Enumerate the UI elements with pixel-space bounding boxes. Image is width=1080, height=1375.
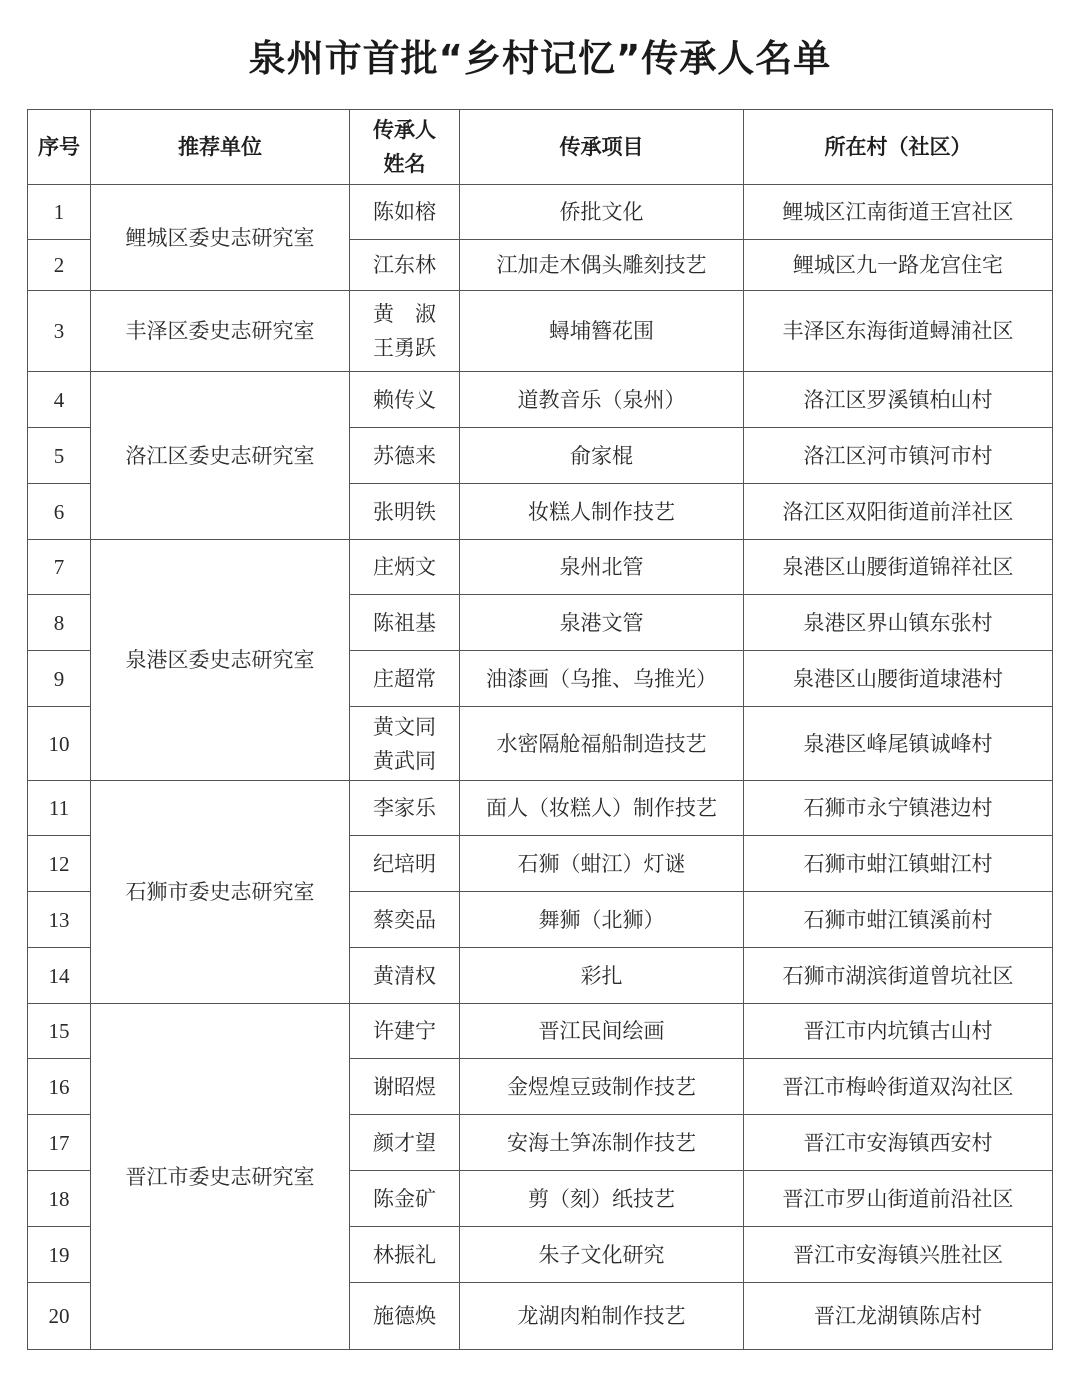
row-village: 晋江市内坑镇古山村 bbox=[744, 1004, 1053, 1059]
row-project: 彩扎 bbox=[460, 948, 744, 1004]
row-project: 侨批文化 bbox=[460, 185, 744, 240]
table-row bbox=[28, 540, 1053, 595]
row-project: 面人（妆糕人）制作技艺 bbox=[460, 781, 744, 836]
header-village: 所在村（社区） bbox=[744, 110, 1053, 185]
row-project: 蟳埔簪花围 bbox=[460, 291, 744, 372]
row-seq: 19 bbox=[28, 1227, 91, 1283]
row-project: 江加走木偶头雕刻技艺 bbox=[460, 240, 744, 291]
person-name: 施德焕 bbox=[373, 1304, 436, 1328]
row-seq: 17 bbox=[28, 1115, 91, 1171]
table-row bbox=[28, 291, 1053, 372]
row-village: 泉港区山腰街道锦祥社区 bbox=[744, 540, 1053, 595]
unit-cell: 丰泽区委史志研究室 bbox=[91, 291, 350, 372]
table-row bbox=[28, 372, 1053, 428]
row-seq: 2 bbox=[28, 240, 91, 291]
header-person bbox=[350, 110, 460, 185]
row-person bbox=[350, 1115, 460, 1171]
row-village: 石狮市蚶江镇蚶江村 bbox=[744, 836, 1053, 892]
person-name: 庄超常 bbox=[373, 666, 436, 691]
row-seq: 18 bbox=[28, 1171, 91, 1227]
row-seq: 12 bbox=[28, 836, 91, 892]
person-name: 王勇跃 bbox=[373, 336, 436, 360]
row-person bbox=[350, 892, 460, 948]
inheritor-table bbox=[27, 109, 1053, 1350]
header-person-line2: 姓名 bbox=[383, 152, 426, 176]
unit-cell: 石狮市委史志研究室 bbox=[91, 781, 350, 1004]
row-project: 金煜煌豆豉制作技艺 bbox=[460, 1059, 744, 1115]
person-name: 黄武同 bbox=[373, 748, 436, 773]
row-village: 晋江市梅岭街道双沟社区 bbox=[744, 1059, 1053, 1115]
row-person bbox=[350, 1283, 460, 1350]
person-name: 陈如榕 bbox=[373, 200, 436, 224]
row-project: 俞家棍 bbox=[460, 428, 744, 484]
row-village: 泉港区山腰街道埭港村 bbox=[744, 651, 1053, 707]
row-village: 晋江市安海镇兴胜社区 bbox=[744, 1227, 1053, 1283]
row-seq: 8 bbox=[28, 595, 91, 651]
person-name: 赖传义 bbox=[373, 387, 436, 412]
row-project: 妆糕人制作技艺 bbox=[460, 484, 744, 540]
row-seq: 10 bbox=[28, 707, 91, 781]
row-project: 石狮（蚶江）灯谜 bbox=[460, 836, 744, 892]
row-project: 油漆画（乌推、乌推光） bbox=[460, 651, 744, 707]
header-project: 传承项目 bbox=[460, 110, 744, 185]
table-row bbox=[28, 781, 1053, 836]
row-project: 朱子文化研究 bbox=[460, 1227, 744, 1283]
row-seq: 6 bbox=[28, 484, 91, 540]
person-name: 黄文同 bbox=[373, 714, 436, 739]
row-seq: 20 bbox=[28, 1283, 91, 1350]
row-project: 龙湖肉粕制作技艺 bbox=[460, 1283, 744, 1350]
table-body bbox=[28, 185, 1053, 1350]
row-person bbox=[350, 540, 460, 595]
row-project: 水密隔舱福船制造技艺 bbox=[460, 707, 744, 781]
row-person bbox=[350, 651, 460, 707]
row-village: 丰泽区东海街道蟳浦社区 bbox=[744, 291, 1053, 372]
person-name: 张明铁 bbox=[373, 499, 436, 524]
row-village: 洛江区罗溪镇柏山村 bbox=[744, 372, 1053, 428]
row-person bbox=[350, 240, 460, 291]
unit-cell: 鲤城区委史志研究室 bbox=[91, 185, 350, 291]
row-village: 鲤城区九一路龙宫住宅 bbox=[744, 240, 1053, 291]
person-name: 庄炳文 bbox=[373, 555, 436, 579]
row-village: 泉港区界山镇东张村 bbox=[744, 595, 1053, 651]
row-village: 晋江市罗山街道前沿社区 bbox=[744, 1171, 1053, 1227]
row-person bbox=[350, 1004, 460, 1059]
person-name: 黄淑 bbox=[373, 302, 457, 326]
person-name: 陈金矿 bbox=[373, 1186, 436, 1211]
row-village: 晋江龙湖镇陈店村 bbox=[744, 1283, 1053, 1350]
unit-cell: 晋江市委史志研究室 bbox=[91, 1004, 350, 1350]
person-name: 江东林 bbox=[373, 253, 436, 277]
person-name: 李家乐 bbox=[373, 796, 436, 820]
table-row bbox=[28, 185, 1053, 240]
person-name: 陈祖基 bbox=[373, 610, 436, 635]
header-person-line1: 传承人 bbox=[373, 118, 436, 142]
row-village: 泉港区峰尾镇诚峰村 bbox=[744, 707, 1053, 781]
row-village: 晋江市安海镇西安村 bbox=[744, 1115, 1053, 1171]
row-person bbox=[350, 1171, 460, 1227]
unit-cell: 泉港区委史志研究室 bbox=[91, 540, 350, 781]
person-name: 谢昭煜 bbox=[373, 1074, 436, 1099]
row-seq: 14 bbox=[28, 948, 91, 1004]
row-village: 石狮市蚶江镇溪前村 bbox=[744, 892, 1053, 948]
person-name: 苏德来 bbox=[373, 443, 436, 468]
row-seq: 16 bbox=[28, 1059, 91, 1115]
person-name: 颜才望 bbox=[373, 1130, 436, 1155]
row-person bbox=[350, 428, 460, 484]
row-seq: 4 bbox=[28, 372, 91, 428]
row-person bbox=[350, 781, 460, 836]
row-seq: 13 bbox=[28, 892, 91, 948]
person-name: 纪培明 bbox=[373, 851, 436, 876]
row-person bbox=[350, 1059, 460, 1115]
row-seq: 5 bbox=[28, 428, 91, 484]
unit-cell: 洛江区委史志研究室 bbox=[91, 372, 350, 540]
row-project: 泉港文管 bbox=[460, 595, 744, 651]
row-person bbox=[350, 948, 460, 1004]
row-person bbox=[350, 595, 460, 651]
header-unit: 推荐单位 bbox=[91, 110, 350, 185]
person-name: 林振礼 bbox=[373, 1242, 436, 1267]
row-person bbox=[350, 484, 460, 540]
row-person bbox=[350, 372, 460, 428]
row-seq: 15 bbox=[28, 1004, 91, 1059]
row-seq: 3 bbox=[28, 291, 91, 372]
row-person bbox=[350, 185, 460, 240]
row-village: 石狮市湖滨街道曾坑社区 bbox=[744, 948, 1053, 1004]
row-seq: 9 bbox=[28, 651, 91, 707]
row-person bbox=[350, 707, 460, 781]
row-project: 道教音乐（泉州） bbox=[460, 372, 744, 428]
row-person bbox=[350, 291, 460, 372]
row-project: 晋江民间绘画 bbox=[460, 1004, 744, 1059]
row-project: 剪（刻）纸技艺 bbox=[460, 1171, 744, 1227]
person-name: 蔡奕品 bbox=[373, 907, 436, 932]
page-title: 泉州市首批“乡村记忆”传承人名单 bbox=[248, 37, 832, 80]
row-seq: 7 bbox=[28, 540, 91, 595]
row-person bbox=[350, 1227, 460, 1283]
row-village: 鲤城区江南街道王宫社区 bbox=[744, 185, 1053, 240]
header-row bbox=[28, 110, 1053, 185]
row-seq: 11 bbox=[28, 781, 91, 836]
table-row bbox=[28, 1004, 1053, 1059]
row-village: 洛江区双阳街道前洋社区 bbox=[744, 484, 1053, 540]
person-name: 黄清权 bbox=[373, 963, 436, 988]
row-person bbox=[350, 836, 460, 892]
person-name: 许建宁 bbox=[373, 1019, 436, 1043]
row-village: 洛江区河市镇河市村 bbox=[744, 428, 1053, 484]
row-village: 石狮市永宁镇港边村 bbox=[744, 781, 1053, 836]
header-seq: 序号 bbox=[28, 110, 91, 185]
row-project: 舞狮（北狮） bbox=[460, 892, 744, 948]
row-project: 泉州北管 bbox=[460, 540, 744, 595]
row-project: 安海土笋冻制作技艺 bbox=[460, 1115, 744, 1171]
row-seq: 1 bbox=[28, 185, 91, 240]
